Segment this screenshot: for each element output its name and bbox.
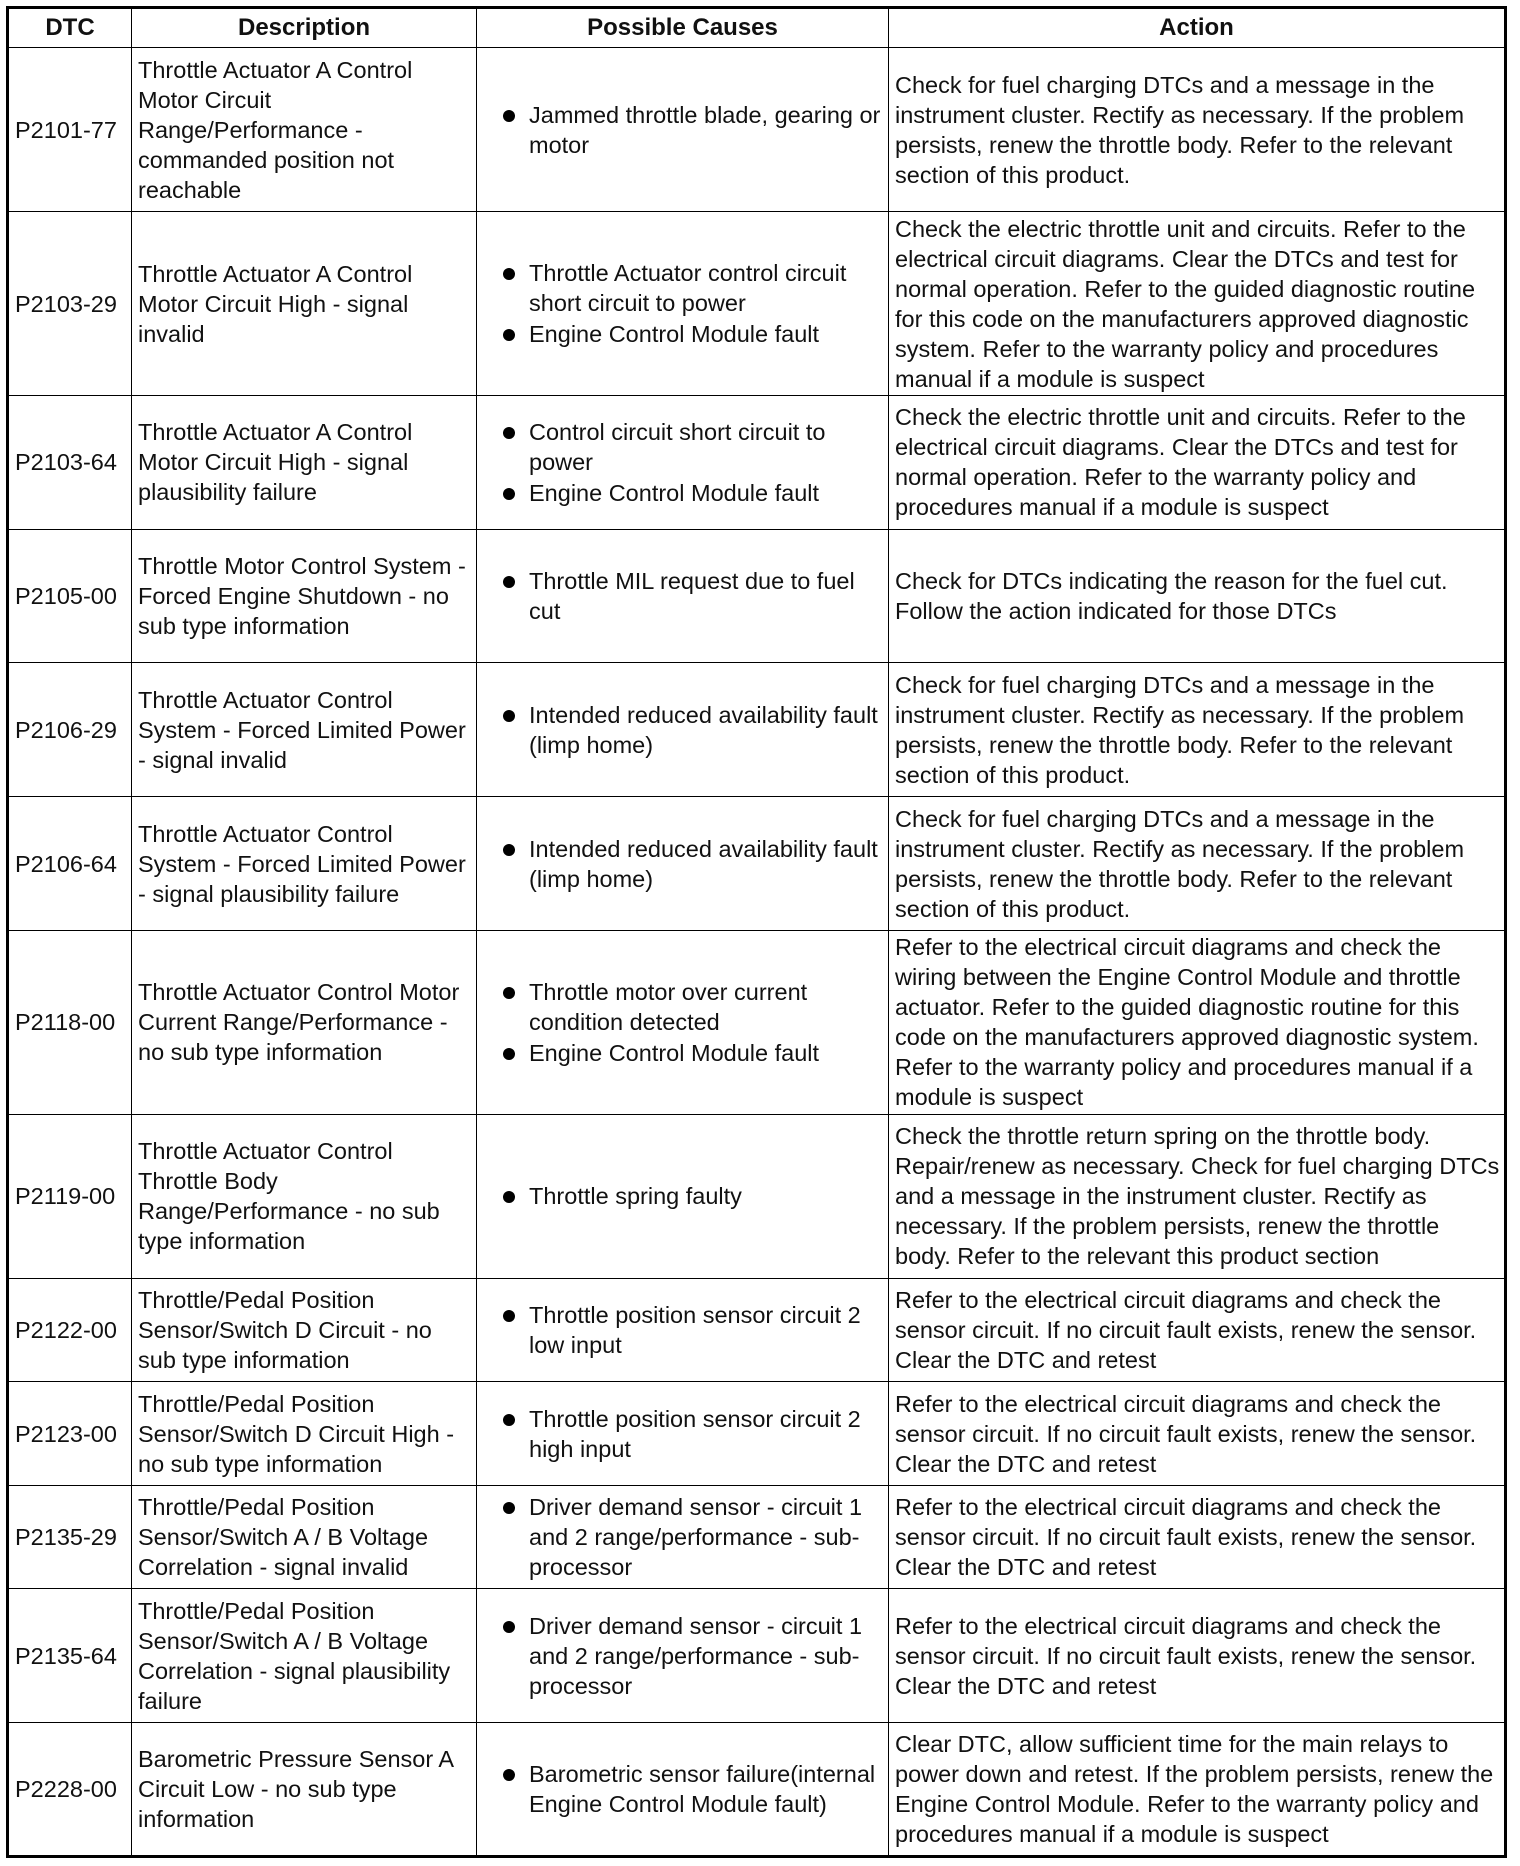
possible-causes-cell [477,395,889,529]
possible-cause-item: Engine Control Module fault [483,1038,882,1068]
dtc-code: P2105-00 [8,529,132,663]
dtc-action: Check for fuel charging DTCs and a message in the instrument cluster. Rectify as necessary. If the problem persists, renew the throttle body. Refer to the relevant section of this product. [889,663,1506,797]
dtc-description: Throttle/Pedal Position Sensor/Switch D Circuit High - no sub type information [132,1382,477,1485]
table-row [8,1382,1506,1485]
dtc-table [6,6,1507,1858]
possible-cause-item: Intended reduced availability fault (limp home) [483,834,882,894]
possible-cause-item: Engine Control Module fault [483,319,882,349]
dtc-code: P2228-00 [8,1723,132,1857]
possible-causes-list [483,834,882,894]
dtc-code: P2101-77 [8,48,132,212]
dtc-action: Refer to the electrical circuit diagrams and check the sensor circuit. If no circuit fault exists, renew the sensor. Clear the DTC and retest [889,1278,1506,1381]
possible-causes-cell [477,1589,889,1723]
possible-causes-list [483,1611,882,1701]
dtc-code: P2103-29 [8,212,132,396]
dtc-description: Throttle Actuator Control Motor Current Range/Performance - no sub type information [132,931,477,1115]
possible-cause-item: Intended reduced availability fault (limp home) [483,700,882,760]
dtc-description: Throttle Actuator Control System - Forced Limited Power - signal plausibility failure [132,797,477,931]
possible-cause-item: Engine Control Module fault [483,478,882,508]
dtc-code: P2135-29 [8,1485,132,1588]
possible-causes-list [483,1492,882,1582]
possible-causes-cell [477,1382,889,1485]
possible-causes-list [483,977,882,1068]
possible-cause-item: Throttle position sensor circuit 2 low input [483,1300,882,1360]
dtc-code: P2103-64 [8,395,132,529]
table-header-row [8,8,1506,48]
possible-causes-cell [477,1485,889,1588]
possible-causes-list [483,417,882,508]
dtc-description: Barometric Pressure Sensor A Circuit Low - no sub type information [132,1723,477,1857]
table-row [8,529,1506,663]
dtc-code: P2123-00 [8,1382,132,1485]
possible-causes-cell [477,1723,889,1857]
dtc-description: Throttle Actuator Control System - Forced Limited Power - signal invalid [132,663,477,797]
possible-causes-list [483,1300,882,1360]
dtc-action: Check for fuel charging DTCs and a message in the instrument cluster. Rectify as necessary. If the problem persists, renew the throttle body. Refer to the relevant section of this product. [889,797,1506,931]
table-row [8,1723,1506,1857]
dtc-code: P2118-00 [8,931,132,1115]
dtc-description: Throttle Actuator Control Throttle Body Range/Performance - no sub type information [132,1114,477,1278]
table-row [8,212,1506,396]
dtc-action: Check for DTCs indicating the reason for the fuel cut. Follow the action indicated for those DTCs [889,529,1506,663]
possible-causes-list [483,258,882,349]
dtc-description: Throttle Actuator A Control Motor Circuit High - signal invalid [132,212,477,396]
possible-cause-item: Driver demand sensor - circuit 1 and 2 range/performance - sub-processor [483,1492,882,1582]
possible-cause-item: Throttle spring faulty [483,1181,882,1211]
dtc-description: Throttle Motor Control System - Forced Engine Shutdown - no sub type information [132,529,477,663]
possible-cause-item: Control circuit short circuit to power [483,417,882,477]
possible-causes-cell [477,212,889,396]
table-row [8,797,1506,931]
possible-cause-item: Driver demand sensor - circuit 1 and 2 range/performance - sub-processor [483,1611,882,1701]
possible-causes-cell [477,529,889,663]
possible-cause-item: Throttle position sensor circuit 2 high input [483,1404,882,1464]
table-row [8,1114,1506,1278]
possible-cause-item: Throttle MIL request due to fuel cut [483,566,882,626]
possible-causes-list [483,1759,882,1819]
dtc-code: P2106-29 [8,663,132,797]
dtc-action: Check for fuel charging DTCs and a message in the instrument cluster. Rectify as necessary. If the problem persists, renew the throttle body. Refer to the relevant section of this product. [889,48,1506,212]
dtc-action: Check the throttle return spring on the throttle body. Repair/renew as necessary. Check for fuel charging DTCs and a message in the instrument cluster. Rectify as necessary. If the problem persists, renew the throttle body. Refer to the relevant this product section [889,1114,1506,1278]
dtc-code: P2135-64 [8,1589,132,1723]
possible-causes-cell [477,663,889,797]
dtc-description: Throttle Actuator A Control Motor Circuit Range/Performance - commanded position not reachable [132,48,477,212]
dtc-code: P2122-00 [8,1278,132,1381]
possible-causes-cell [477,1114,889,1278]
possible-causes-list [483,700,882,760]
dtc-action: Refer to the electrical circuit diagrams and check the sensor circuit. If no circuit fault exists, renew the sensor. Clear the DTC and retest [889,1485,1506,1588]
dtc-description: Throttle/Pedal Position Sensor/Switch A / B Voltage Correlation - signal invalid [132,1485,477,1588]
possible-causes-cell [477,931,889,1115]
dtc-action: Clear DTC, allow sufficient time for the main relays to power down and retest. If the problem persists, renew the Engine Control Module. Refer to the warranty policy and procedures manual if a module is suspect [889,1723,1506,1857]
header-possible-causes: Possible Causes [477,8,889,48]
possible-causes-list [483,100,882,160]
dtc-action: Check the electric throttle unit and circuits. Refer to the electrical circuit diagrams. Clear the DTCs and test for normal operation. Refer to the guided diagnostic routine for this code on the manufacturers approved diagnostic system. Refer to the warranty policy and procedures manual if a module is suspect [889,212,1506,396]
table-row [8,1485,1506,1588]
possible-causes-cell [477,48,889,212]
table-row [8,931,1506,1115]
possible-causes-cell [477,1278,889,1381]
table-row [8,1589,1506,1723]
header-dtc: DTC [8,8,132,48]
possible-cause-item: Throttle motor over current condition detected [483,977,882,1037]
dtc-action: Refer to the electrical circuit diagrams and check the wiring between the Engine Control Module and throttle actuator. Refer to the guided diagnostic routine for this code on the manufacturers approved diagnostic system. Refer to the warranty policy and procedures manual if a module is suspect [889,931,1506,1115]
possible-cause-item: Throttle Actuator control circuit short circuit to power [483,258,882,318]
possible-cause-item: Barometric sensor failure(internal Engine Control Module fault) [483,1759,882,1819]
possible-causes-cell [477,797,889,931]
header-description: Description [132,8,477,48]
table-body [8,48,1506,1857]
possible-causes-list [483,1404,882,1464]
header-action: Action [889,8,1506,48]
possible-causes-list [483,1181,882,1211]
table-row [8,395,1506,529]
dtc-code: P2119-00 [8,1114,132,1278]
table-row [8,48,1506,212]
dtc-action: Refer to the electrical circuit diagrams and check the sensor circuit. If no circuit fault exists, renew the sensor. Clear the DTC and retest [889,1589,1506,1723]
dtc-action: Refer to the electrical circuit diagrams and check the sensor circuit. If no circuit fault exists, renew the sensor. Clear the DTC and retest [889,1382,1506,1485]
dtc-description: Throttle/Pedal Position Sensor/Switch A / B Voltage Correlation - signal plausibility failure [132,1589,477,1723]
dtc-description: Throttle/Pedal Position Sensor/Switch D Circuit - no sub type information [132,1278,477,1381]
possible-cause-item: Jammed throttle blade, gearing or motor [483,100,882,160]
dtc-description: Throttle Actuator A Control Motor Circuit High - signal plausibility failure [132,395,477,529]
table-row [8,1278,1506,1381]
possible-causes-list [483,566,882,626]
dtc-code: P2106-64 [8,797,132,931]
table-row [8,663,1506,797]
dtc-action: Check the electric throttle unit and circuits. Refer to the electrical circuit diagrams. Clear the DTCs and test for normal operation. Refer to the warranty policy and procedures manual if a module is suspect [889,395,1506,529]
